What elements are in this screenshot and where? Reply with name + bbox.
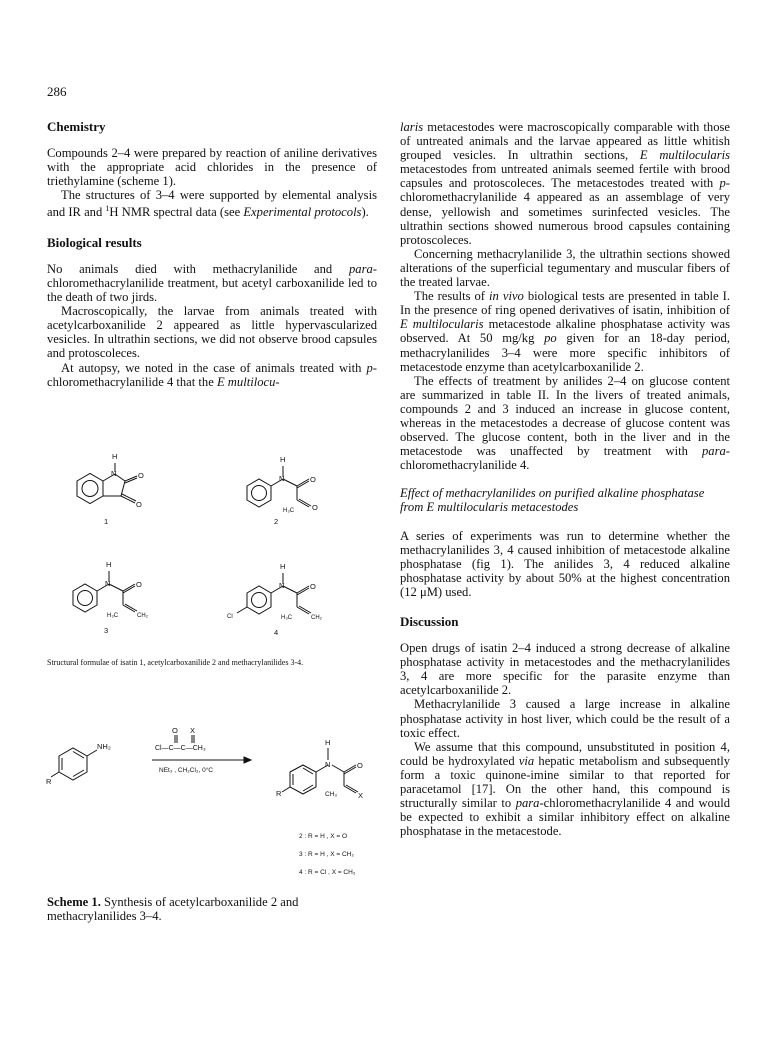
structures-caption: Structural formulae of isatin 1, acetylcarboxanilide 2 and methacrylanilides 3-4. (47, 658, 304, 667)
atom-Cl-4: Cl (227, 614, 233, 620)
scheme-R-reactant: R (46, 777, 52, 786)
scheme-nh2: NH₂ (97, 742, 111, 751)
right-paragraph-3: The results of in vivo biological tests are presented in table I. In the presence of ring opened derivatives of isatin, inhibition of E multilocularis metacestode alkaline phosphatase activity was observed. At 50 mg/kg po given for an 18-day period, methacrylanilides 3–4 were more specific inhibitors of metacestode enzyme than acetylcarboxanilide 2. (400, 289, 730, 374)
bio-paragraph-3: At autopsy, we noted in the case of animals treated with p-chloromethacrylanilide 4 that the E multilocu- (47, 360, 377, 389)
atom-CH2-4: CH₂ (311, 615, 322, 621)
scheme-1-figure (47, 724, 377, 896)
page-number: 286 (47, 84, 67, 99)
scheme-reagent-O: O (172, 726, 178, 735)
structure-drawings (47, 436, 377, 661)
right-paragraph-4: The effects of treatment by anilides 2–4 on glucose content are summarized in table II. In the livers of treated animals, compounds 2 and 3 induced an increase in glucose content, whereas in the metacestodes a decrease of glucose content was observed. The glucose content, both in the liver and in the metacestode was unaffected by treatment with para-chloromethacrylanilide 4. (400, 373, 730, 473)
scheme-product-H: H (325, 738, 331, 747)
scheme-legend-4: 4 : R = Cl , X = CH₂ (299, 869, 356, 876)
scheme-product-O: O (357, 761, 363, 770)
scheme-legend-2: 2 : R = H , X = O (299, 833, 348, 840)
chemistry-paragraph-2: The structures of 3–4 were supported by elemental analysis and IR and $^1$H NMR spectral data (see Experimental protocols). (47, 188, 377, 220)
structures-figure (47, 436, 377, 666)
scheme-reagent-X: X (190, 726, 196, 735)
discussion-heading: Discussion (400, 614, 459, 629)
right-paragraph-1: laris metacestodes were macroscopically comparable with those of untreated animals and the larvae appeared as little whitish grouped vesicles. In ultrathin sections, E multilocularis metacestodes from untreated animals seemed fertile with brood capsules and protoscoleces. The metacestodes treated with p-chloromethacrylanilide 4 appeared as an assemblage of very dense, yellowish and sometimes surinfected vesicles. The ultrathin sections showed numerous brood capsules containing protoscoleces. (400, 120, 730, 247)
scheme-R-product: R (276, 789, 282, 798)
atom-O-2b: O (312, 503, 318, 512)
atom-CH2-3: CH₂ (137, 613, 148, 619)
atom-H-1: H (112, 452, 118, 461)
atom-O-2a: O (310, 475, 316, 484)
scheme-drawing (47, 724, 377, 896)
discussion-paragraph-1: Open drugs of isatin 2–4 induced a strong decrease of alkaline phosphatase activity in metacestodes and the methacrylanilides 3, 4 are more specific for the parasite enzyme than acetylcarboxanilide 2. (400, 641, 730, 698)
chemistry-heading: Chemistry (47, 119, 106, 134)
atom-H3C-4: H₃C (281, 615, 293, 621)
scheme-legend-3: 3 : R = H , X = CH₂ (299, 851, 354, 858)
discussion-paragraph-2: Methacrylanilide 3 caused a large increase in alkaline phosphatase activity in host liver, which could be the result of a toxic effect. (400, 697, 730, 740)
atom-N-1: N (111, 469, 117, 478)
atom-O-1a: O (138, 471, 144, 480)
atom-N-3: N (105, 579, 111, 588)
atom-H-3: H (106, 560, 112, 569)
right-column (400, 120, 730, 838)
right-paragraph-5: A series of experiments was run to determine whether the methacrylanilides 3, 4 caused inhibition of metacestode alkaline phosphatase (fig 1). The anilides 3, 4 reduced alkaline phosphatase activity by about 50% at the highest concentration (12 μM) used. (400, 528, 730, 599)
discussion-paragraph-3: We assume that this compound, unsubstituted in position 4, could be hydroxylated via hepatic metabolism and subsequently form a toxic quinone-imine similar to that reported for paracetamol [17]. On the other hand, this compound is structurally similar to para-chloromethacrylanilide 4 and would be expected to exhibit a similar inhibitory effect on alkaline phosphatase in the metacestode. (400, 739, 730, 839)
bio-heading: Biological results (47, 234, 142, 250)
scheme-product-N: N (325, 760, 331, 769)
scheme-product-CH3: CH₃ (325, 791, 338, 798)
scheme-reagent-formula: Cl—C—C—CH₃ (155, 745, 206, 752)
scheme-conditions: NEt₃ , CH₂Cl₂, 0°C (159, 767, 213, 774)
scheme-caption: Scheme 1. Synthesis of acetylcarboxanilide 2 and methacrylanilides 3–4. (47, 895, 299, 924)
bio-paragraph-2: Macroscopically, the larvae from animals treated with acetylcarboxanilide 2 appeared as little hypervascularized vesicles. In ultrathin sections, we did not observe brood capsules and protoscoleces. (47, 304, 377, 361)
bio-paragraph-1: No animals died with methacrylanilide and para-chloromethacrylanilide treatment, but acetyl carboxanilide led to the death of two jirds. (47, 261, 377, 305)
atom-N-2: N (279, 474, 285, 483)
subsection-heading: Effect of methacrylanilides on purified alkaline phosphatase from E multilocularis metacestodes (400, 486, 705, 515)
right-paragraph-2: Concerning methacrylanilide 3, the ultrathin sections showed alterations of the superficial tegumentary and muscular fibers of the treated larvae. (400, 246, 730, 290)
compound-label-2: 2 (274, 517, 279, 526)
atom-O-4: O (310, 582, 316, 591)
compound-label-4: 4 (274, 628, 279, 637)
compound-label-3: 3 (104, 626, 109, 635)
atom-H3C-3: H₃C (107, 613, 119, 619)
atom-H-4: H (280, 562, 286, 571)
chemistry-paragraph-1: Compounds 2–4 were prepared by reaction of aniline derivatives with the appropriate acid chlorides in the presence of triethylamine (scheme 1). (47, 146, 377, 189)
atom-O-3: O (136, 580, 142, 589)
atom-H3C-2: H₃C (283, 508, 295, 514)
left-column (47, 120, 377, 389)
atom-O-1b: O (136, 500, 142, 509)
compound-label-1: 1 (104, 517, 109, 526)
atom-N-4: N (279, 581, 285, 590)
scheme-product-X: X (358, 791, 364, 800)
atom-H-2: H (280, 455, 286, 464)
